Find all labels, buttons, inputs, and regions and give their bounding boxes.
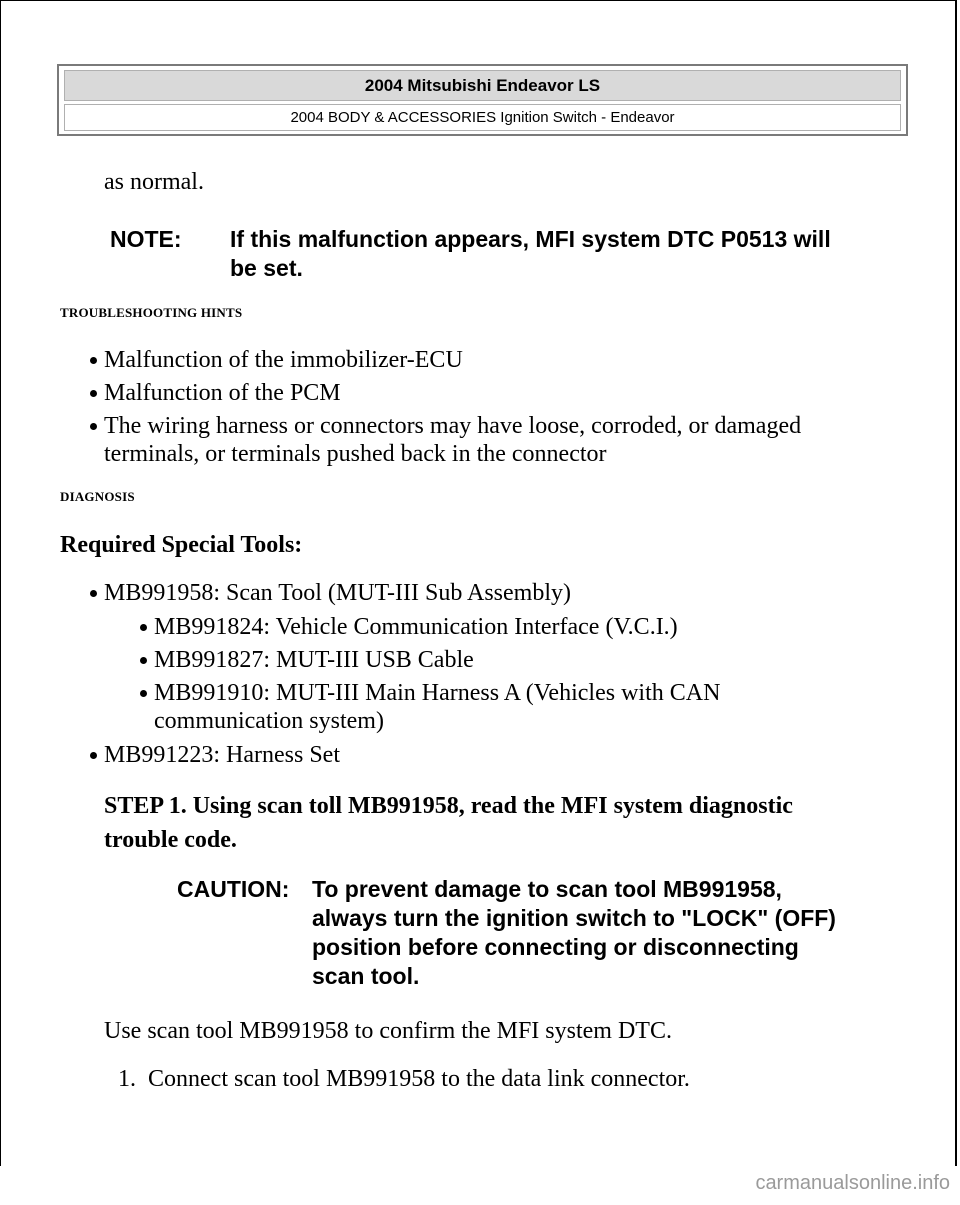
- diagnosis-heading: DIAGNOSIS: [60, 489, 135, 504]
- hint-item: The wiring harness or connectors may have loose, corroded, or damaged: [104, 413, 802, 439]
- step1-heading-line1: STEP 1. Using scan toll MB991958, read the MFI system diagnostic: [104, 793, 793, 819]
- footer-watermark[interactable]: carmanualsonline.info: [755, 1172, 950, 1194]
- header-subtitle: 2004 BODY & ACCESSORIES Ignition Switch - Endeavor: [64, 104, 901, 131]
- note-text-line1: If this malfunction appears, MFI system DTC P0513 will: [230, 226, 831, 252]
- intro-text: as normal.: [104, 169, 204, 195]
- tool-item: MB991958: Scan Tool (MUT-III Sub Assembly): [104, 580, 571, 606]
- hint-item-continuation: terminals, or terminals pushed back in the connector: [104, 441, 607, 467]
- use-scan-tool-text: Use scan tool MB991958 to confirm the MFI system DTC.: [104, 1018, 672, 1044]
- document-header: [57, 64, 908, 136]
- header-title: 2004 Mitsubishi Endeavor LS: [64, 70, 901, 101]
- note-label: NOTE:: [110, 226, 182, 252]
- tools-heading: Required Special Tools:: [60, 532, 303, 558]
- troubleshooting-heading: TROUBLESHOOTING HINTS: [60, 305, 243, 320]
- tool-item-continuation: communication system): [154, 708, 384, 734]
- hint-item: Malfunction of the PCM: [104, 380, 341, 406]
- tool-item: MB991910: MUT-III Main Harness A (Vehicles with CAN: [154, 680, 721, 706]
- tool-item: MB991824: Vehicle Communication Interface (V.C.I.): [154, 614, 678, 640]
- step1-heading-line2: trouble code.: [104, 827, 237, 853]
- tool-item: MB991827: MUT-III USB Cable: [154, 647, 474, 673]
- caution-text-line2: always turn the ignition switch to "LOCK" (OFF): [312, 905, 836, 931]
- hint-item: Malfunction of the immobilizer-ECU: [104, 347, 463, 373]
- caution-text-line4: scan tool.: [312, 963, 420, 989]
- caution-text-line1: To prevent damage to scan tool MB991958,: [312, 876, 782, 902]
- step-item: 1. Connect scan tool MB991958 to the data link connector.: [118, 1066, 690, 1092]
- tool-item: MB991223: Harness Set: [104, 742, 340, 768]
- note-text-line2: be set.: [230, 255, 303, 281]
- caution-text-line3: position before connecting or disconnecting: [312, 934, 799, 960]
- caution-label: CAUTION:: [177, 876, 290, 902]
